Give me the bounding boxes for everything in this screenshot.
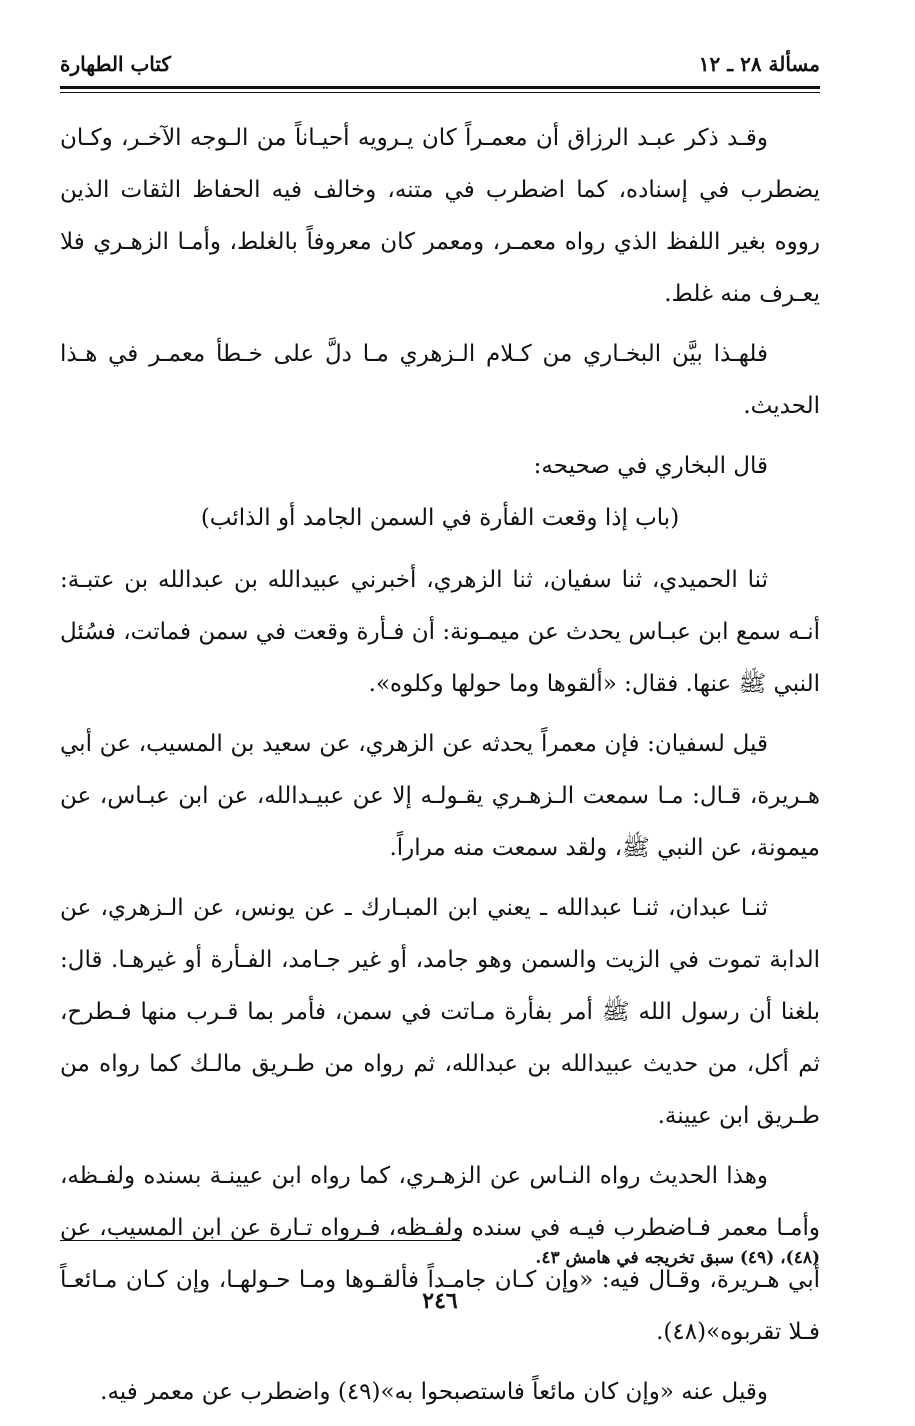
running-header [60,48,820,82]
paragraph-3: ثنا الحميدي، ثنا سفيان، ثنا الزهري، أخبرني عبيدالله بن عبدالله بن عتبـة: أنـه سمع ابن عبـاس يحدث عن ميمـونة: أن فـأرة وقعت في سمن فماتت، فسُئل النبي ﷺ عنها. فقال: «ألقوها وما حولها وكلوه». [60,567,820,697]
paragraph-6: وهذا الحديث رواه النـاس عن الزهـري، كما رواه ابن عيينـة بسنده ولفـظه، وأمـا معمر فـاضطرب فيـه في سنده ولفـظه، فـرواه تـارة عن ابن المسيب، عن أبي هـريرة، وقـال فيه: «وإن كـان جامـداً فألقـوها ومـا حـولهـا، وإن كـان مـائعـاً فـلا تقربوه»(٤٨). [60,1163,820,1345]
header-book-title: كتاب الطهارة [60,52,171,76]
paragraph-2: فلهـذا بيَّن البخـاري من كـلام الـزهري مـا دلَّ على خـطأ معمـر في هـذا الحديث. [60,341,820,419]
quote-intro: قال البخاري في صحيحه: [533,453,768,479]
paragraph-5: ثنـا عبدان، ثنـا عبدالله ـ يعني ابن المبـارك ـ عن يونس، عن الـزهري، عن الدابة تموت في الزيت والسمن وهو جامد، أو غير جـامد، الفـأرة أو غيرهـا. قال: بلغنا أن رسول الله ﷺ أمر بفأرة مـاتت في سمن، فأمر بما قـرب منها فـطرح، ثم أكل، من حديث عبيدالله بن عبدالله، ثم رواه من طـريق مالـك كما رواه من طـريق ابن عيينة. [60,895,820,1129]
paragraph-7: وقيل عنه «وإن كان مائعاً فاستصبحوا به»(٤٩) واضطرب عن معمر فيه. [100,1379,768,1405]
paragraph-1: وقـد ذكر عبـد الرزاق أن معمـراً كان يـرويه أحيـاناً من الـوجه الآخـر، وكـان يضطرب في إسناده، كما اضطرب في متنه، وخالف فيه الحفاظ الثقات الذين رووه بغير اللفظ الذي رواه معمـر، ومعمر كان معروفاً بالغلط، وأمـا الزهـري فلا يعـرف منه غلط. [60,125,820,307]
book-page [60,40,820,1405]
header-rule-thin [60,92,820,93]
page-number: ٢٤٦ [422,1288,458,1314]
footnote: (٤٨)، (٤٩) سبق تخريجه في هامش ٤٣. [535,1248,820,1268]
chapter-title: (باب إذا وقعت الفأرة في السمن الجامد أو الذائب) [200,505,680,531]
paragraph-4: قيل لسفيان: فإن معمراً يحدثه عن الزهري، عن سعيد بن المسيب، عن أبي هـريرة، قـال: مـا سمعت الـزهـري يقـولـه إلا عن عبيـدالله، عن ابن عبـاس، عن ميمونة، عن النبي ﷺ، ولقد سمعت منه مراراً. [60,731,820,861]
body-text [60,112,820,1426]
footnote-rule [60,1240,460,1241]
header-issue-number: مسألة ٢٨ ـ ١٢ [698,52,820,76]
header-rule-thick [60,86,820,89]
